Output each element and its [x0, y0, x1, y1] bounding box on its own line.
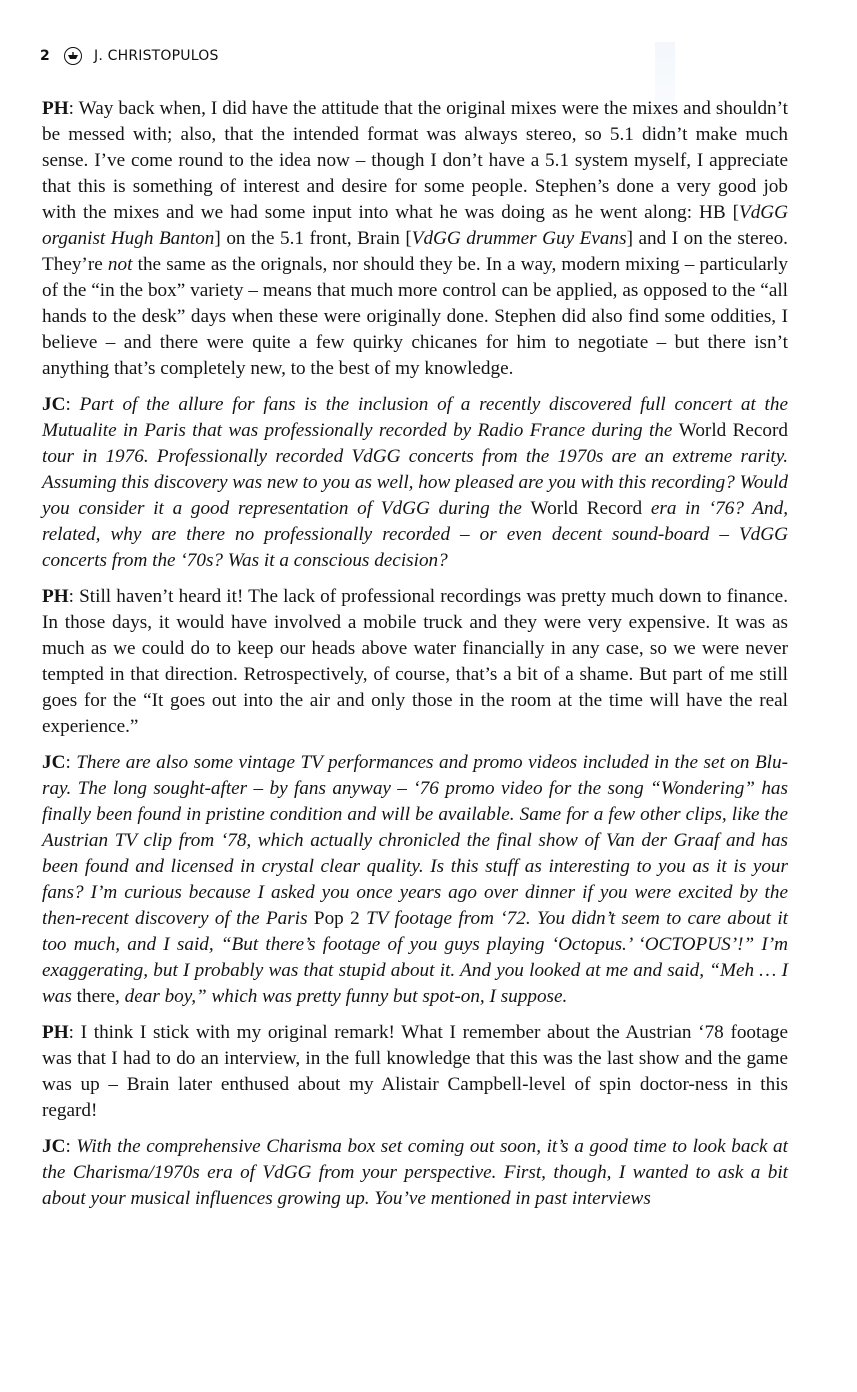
- speaker-label: PH: [42, 586, 69, 607]
- text-segment: VdGG drummer Guy Evans: [411, 228, 627, 249]
- text-segment: VdGG organist Hugh Banton: [42, 202, 788, 249]
- text-segment: not: [107, 254, 133, 275]
- text-segment: With the comprehensive Charisma box set coming out soon, it’s a good time to look back at the Charisma/1970s era of VdGG from your perspective. First, though, I wanted to ask a bit about your musical influences growing up. You’ve mentioned in past interviews: [42, 1136, 788, 1209]
- text-segment: tour in 1976. Professionally recorded VdGG concerts from the 1970s are an extreme rarity. Assuming this discovery was new to you as well, how pleased are you with this recording? Would you consider it a good representation of VdGG during the: [42, 446, 788, 519]
- text-segment: there: [76, 986, 116, 1007]
- running-head-author: J. CHRISTOPULOS: [94, 48, 219, 64]
- text-segment: , dear boy,” which was pretty funny but spot-on, I suppose.: [115, 986, 568, 1007]
- interview-answer: PH: I think I stick with my original remark! What I remember about the Austrian ‘78 footage was that I had to do an interview, in the full knowledge that this was the last show and the game was up – Brain later enthused about my Alistair Campbell-level of spin doctor-ness in this regard!: [42, 1022, 788, 1121]
- speaker-label: JC: [42, 394, 66, 415]
- text-segment: World Record: [678, 420, 788, 441]
- text-segment: Pop 2: [313, 908, 360, 929]
- text-segment: ] and I on the stereo. They’re: [42, 228, 788, 275]
- text-segment: the same as the orignals, nor should they be. In a way, modern mixing – particularly of the “in the box” variety – means that much more control can be applied, as opposed to the “all hands to the desk” days when these were originally done. Stephen did also find some oddities, I believe – and there were quite a few quirky chicanes for him to negotiate – but there isn’t anything that’s completely new, to the best of my knowledge.: [42, 254, 788, 379]
- speaker-label: PH: [42, 1022, 69, 1043]
- text-segment: I think I stick with my original remark! What I remember about the Austrian ‘78 footage was that I had to do an interview, in the full knowledge that this was the last show and the game was up – Brain later enthused about my Alistair Campbell-level of spin doctor-ness in this regard!: [42, 1022, 788, 1121]
- text-segment: Way back when, I did have the attitude that the original mixes were the mixes and shouldn’t be messed with; also, that the intended format was always stereo, so 5.1 didn’t make much sense. I’ve come round to the idea now – though I don’t have a 5.1 system myself, I appreciate that this is something of interest and desire for some people. Stephen’s done a very good job with the mixes and we had some input into what he was doing as he went along: HB [: [42, 98, 789, 223]
- interview-question: JC: There are also some vintage TV performances and promo videos included in the set on Blu-ray. The long sought-after – by fans anyway – ‘76 promo video for the song “Wondering” has finally been found in pristine condition and will be available. Same for a few other clips, like the Austrian TV clip from ‘78, which actually chronicled the final show of Van der Graaf and has been found and licensed in crystal clear quality. Is this stuff as interesting to you as it is your fans? I’m curious because I asked you once years ago over dinner if you were excited by the then-recent discovery of the Paris Pop 2 TV footage from ‘72. You didn’t seem to care about it too much, and I said, “But there’s footage of you guys playing ‘Octopus.’ ‘OCTOPUS’!” I’m exaggerating, but I probably was that stupid about it. And you looked at me and said, “Meh … I was there, dear boy,” which was pretty funny but spot-on, I suppose.: [42, 752, 788, 1007]
- text-segment: TV footage from ‘72. You didn’t seem to care about it too much, and I said, “But there’s footage of you guys playing ‘Octopus.’ ‘OCTOPUS’!” I’m exaggerating, but I probably was that stupid about it. And you looked at me and said, “Meh … I was: [42, 908, 788, 1007]
- running-head: [40, 45, 219, 67]
- text-segment: There are also some vintage TV performances and promo videos included in the set on Blu-ray. The long sought-after – by fans anyway – ‘76 promo video for the song “Wondering” has finally been found in pristine condition and will be available. Same for a few other clips, like the Austrian TV clip from ‘78, which actually chronicled the final show of Van der Graaf and has been found and licensed in crystal clear quality. Is this stuff as interesting to you as it is your fans? I’m curious because I asked you once years ago over dinner if you were excited by the then-recent discovery of the Paris: [42, 752, 788, 929]
- interview-body: [42, 96, 788, 1222]
- interview-answer: PH: Still haven’t heard it! The lack of professional recordings was pretty much down to finance. In those days, it would have involved a mobile truck and they were very expensive. It was as much as we could do to keep our heads above water financially in any case, so we were never tempted in that direction. Retrospectively, of course, that’s a bit of a shame. But part of me still goes for the “It goes out into the air and only those in the room at the time will have the real experience.”: [42, 586, 788, 737]
- publisher-logo-icon: [64, 47, 82, 65]
- interview-answer: PH: Way back when, I did have the attitude that the original mixes were the mixes and shouldn’t be messed with; also, that the intended format was always stereo, so 5.1 didn’t make much sense. I’ve come round to the idea now – though I don’t have a 5.1 system myself, I appreciate that this is something of interest and desire for some people. Stephen’s done a very good job with the mixes and we had some input into what he was doing as he went along: HB [VdGG organist Hugh Banton] on the 5.1 front, Brain [VdGG drummer Guy Evans] and I on the stereo. They’re not the same as the orignals, nor should they be. In a way, modern mixing – particularly of the “in the box” variety – means that much more control can be applied, as opposed to the “all hands to the desk” days when these were originally done. Stephen did also find some oddities, I believe – and there were quite a few quirky chicanes for him to negotiate – but there isn’t anything that’s completely new, to the best of my knowledge.: [42, 98, 789, 379]
- text-segment: World Record: [530, 498, 643, 519]
- interview-question: JC: Part of the allure for fans is the inclusion of a recently discovered full concert at the Mutualite in Paris that was professionally recorded by Radio France during the World Record tour in 1976. Professionally recorded VdGG concerts from the 1970s are an extreme rarity. Assuming this discovery was new to you as well, how pleased are you with this recording? Would you consider it a good representation of VdGG during the World Record era in ‘76? And, related, why are there no professionally recorded – or even decent sound-board – VdGG concerts from the ‘70s? Was it a conscious decision?: [42, 394, 789, 571]
- text-segment: Part of the allure for fans is the inclusion of a recently discovered full concert at the Mutualite in Paris that was professionally recorded by Radio France during the: [42, 394, 788, 441]
- text-segment: ] on the 5.1 front, Brain [: [214, 228, 412, 249]
- speaker-label: JC: [42, 752, 66, 773]
- text-segment: era in ‘76? And, related, why are there no professionally recorded – or even decent sound-board – VdGG concerts from the ‘70s? Was it a conscious decision?: [42, 498, 789, 571]
- page-number: 2: [40, 48, 50, 64]
- speaker-label: PH: [42, 98, 69, 119]
- text-segment: Still haven’t heard it! The lack of professional recordings was pretty much down to finance. In those days, it would have involved a mobile truck and they were very expensive. It was as much as we could do to keep our heads above water financially in any case, so we were never tempted in that direction. Retrospectively, of course, that’s a bit of a shame. But part of me still goes for the “It goes out into the air and only those in the room at the time will have the real experience.”: [42, 586, 788, 737]
- interview-question: JC: With the comprehensive Charisma box set coming out soon, it’s a good time to look back at the Charisma/1970s era of VdGG from your perspective. First, though, I wanted to ask a bit about your musical influences growing up. You’ve mentioned in past interviews: [42, 1136, 788, 1209]
- speaker-label: JC: [42, 1136, 66, 1157]
